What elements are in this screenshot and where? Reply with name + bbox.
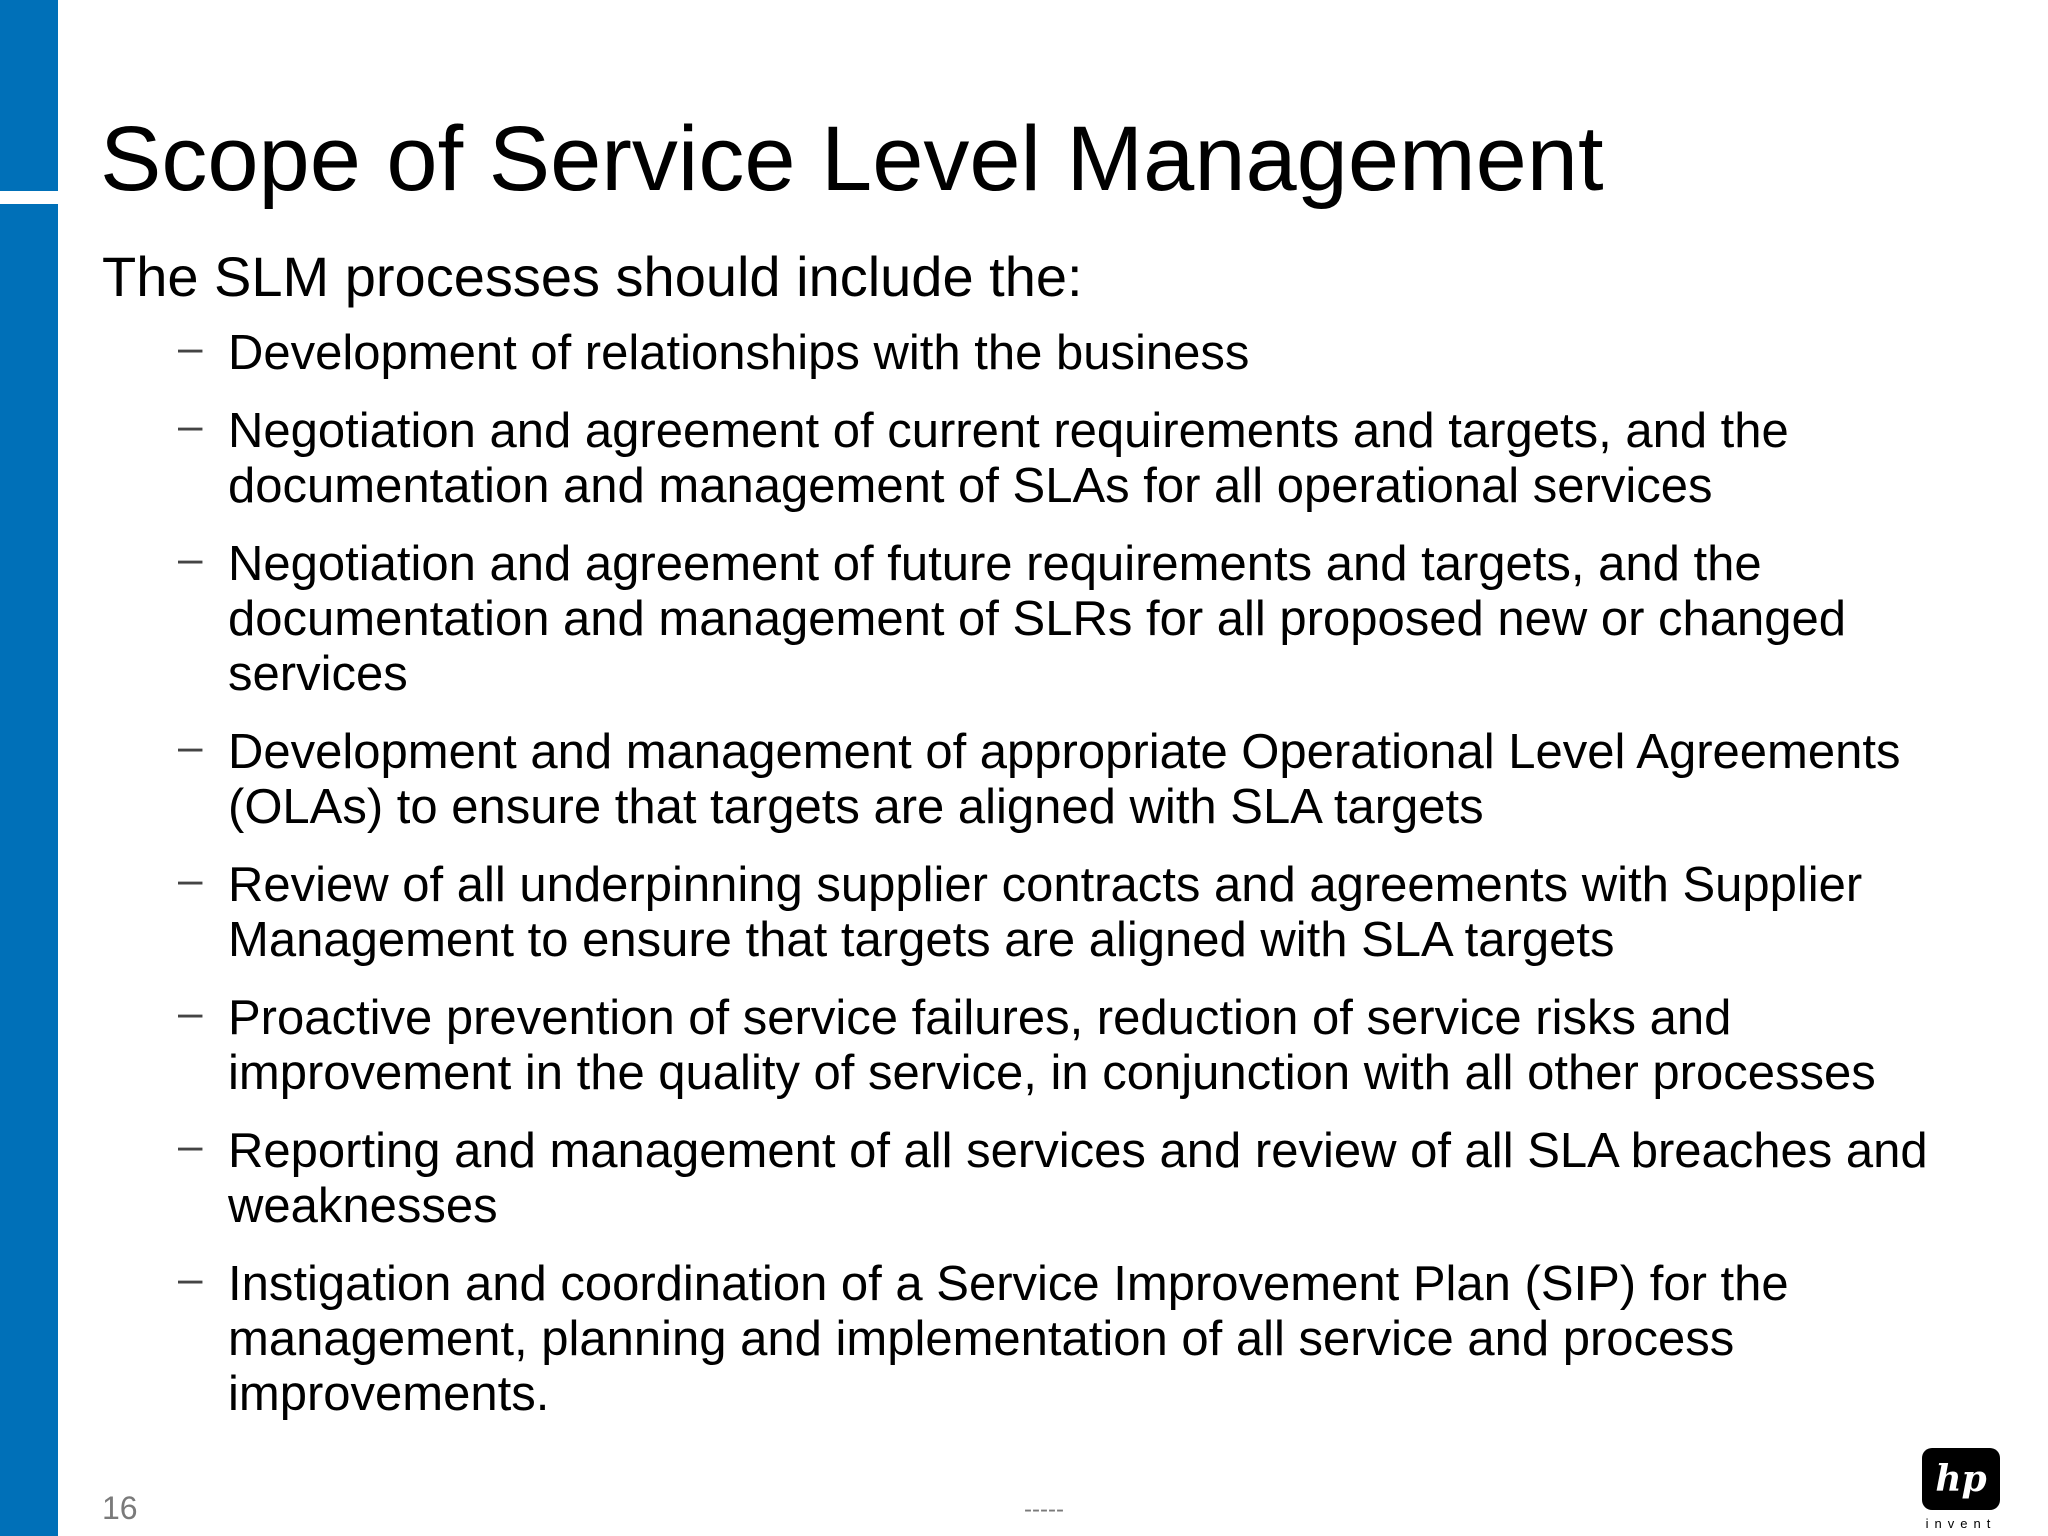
dash-bullet-icon: – — [178, 1254, 203, 1303]
dash-bullet-icon: – — [178, 722, 203, 771]
bullet-item — [178, 534, 2018, 702]
bullet-text: Reporting and management of all services and review of all SLA breaches and weaknesses — [228, 1124, 1928, 1233]
dash-bullet-icon: – — [178, 855, 203, 904]
accent-bar-top — [0, 0, 58, 191]
bullet-item — [178, 855, 2018, 968]
bullet-item — [178, 323, 2018, 381]
bullet-item — [178, 722, 2018, 835]
bullet-text: Negotiation and agreement of future requirements and targets, and the documentation and management of SLRs for all proposed new or changed services — [228, 537, 1847, 701]
slide-title: Scope of Service Level Management — [100, 108, 1604, 210]
slide-intro: The SLM processes should include the: — [102, 245, 1083, 308]
bullet-item — [178, 988, 2018, 1101]
bullet-item — [178, 1121, 2018, 1234]
dash-bullet-icon: – — [178, 988, 203, 1037]
bullet-text: Proactive prevention of service failures, reduction of service risks and improvement in the quality of service, in conjunction with all other processes — [228, 991, 1876, 1100]
logo-tagline: invent — [1925, 1516, 1997, 1531]
bullet-text: Development and management of appropriate Operational Level Agreements (OLAs) to ensure that targets are aligned with SLA targets — [228, 725, 1901, 834]
bullet-item — [178, 401, 2018, 514]
page-number: 16 — [102, 1490, 138, 1526]
bullet-text: Instigation and coordination of a Service Improvement Plan (SIP) for the management, planning and implementation of all service and process improvements. — [228, 1257, 1789, 1421]
bullet-list — [178, 323, 2018, 1445]
accent-bar-bottom — [0, 204, 58, 1536]
bullet-item — [178, 1254, 2018, 1422]
dash-bullet-icon: – — [178, 1121, 203, 1170]
bullet-text: Review of all underpinning supplier contracts and agreements with Supplier Management to ensure that targets are aligned with SLA targets — [228, 858, 1863, 967]
hp-logo-icon — [1916, 1444, 2006, 1532]
dash-bullet-icon: – — [178, 534, 203, 583]
bullet-text: Development of relationships with the business — [228, 326, 1250, 380]
logo-mark: hp — [1935, 1458, 1987, 1500]
dash-bullet-icon: – — [178, 323, 203, 372]
footer-center-text: ----- — [1024, 1496, 1064, 1523]
bullet-text: Negotiation and agreement of current requirements and targets, and the documentation and management of SLAs for all operational services — [228, 404, 1789, 513]
dash-bullet-icon: – — [178, 401, 203, 450]
